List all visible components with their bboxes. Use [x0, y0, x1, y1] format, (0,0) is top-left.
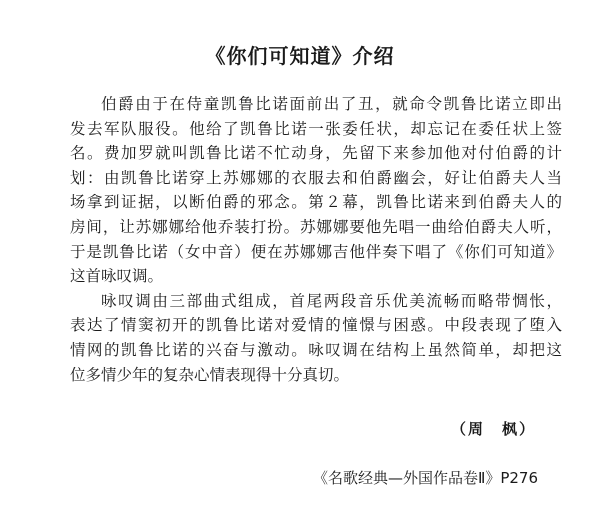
text-line: 咏叹调由三部曲式组成，首尾两段音乐优美流畅而略带惆怅，: [101, 291, 562, 310]
paragraph-2: [70, 289, 562, 387]
text-line: 情网的凯鲁比诺的兴奋与激动。咏叹调在结构上虽然简单，却把这: [70, 340, 562, 359]
source-citation: 《名歌经典—外国作品卷Ⅱ》P276: [312, 469, 538, 487]
text-line: 发去军队服役。他给了凯鲁比诺一张委任状，却忘记在委任状上签: [70, 119, 562, 138]
paragraph-1: [70, 92, 562, 289]
text-line: 伯爵由于在侍童凯鲁比诺面前出了丑，就命令凯鲁比诺立即出: [101, 95, 562, 113]
text-line: 场拿到证据，以断伯爵的邪念。第２幕，凯鲁比诺来到伯爵夫人的: [70, 193, 562, 212]
author-attribution: （周 枫）: [450, 420, 536, 438]
text-line: 这首咏叹调。: [70, 267, 164, 286]
text-line: 表达了情窦初开的凯鲁比诺对爱情的憧憬与困惑。中段表现了堕入: [70, 316, 562, 335]
text-line: 名。费加罗就叫凯鲁比诺不忙动身，先留下来参加他对付伯爵的计: [70, 144, 562, 163]
article-body: [70, 92, 562, 387]
page-title: 《你们可知道》介绍: [205, 44, 395, 68]
text-line: 于是凯鲁比诺（女中音）便在苏娜娜吉他伴奏下唱了《你们可知道》: [70, 242, 562, 261]
text-line: 房间，让苏娜娜给他乔装打扮。苏娜娜要他先唱一曲给伯爵夫人听，: [70, 217, 562, 236]
text-line: 划：由凯鲁比诺穿上苏娜娜的衣服去和伯爵幽会，好让伯爵夫人当: [70, 168, 562, 187]
text-line: 位多情少年的复杂心情表现得十分真切。: [70, 365, 350, 384]
